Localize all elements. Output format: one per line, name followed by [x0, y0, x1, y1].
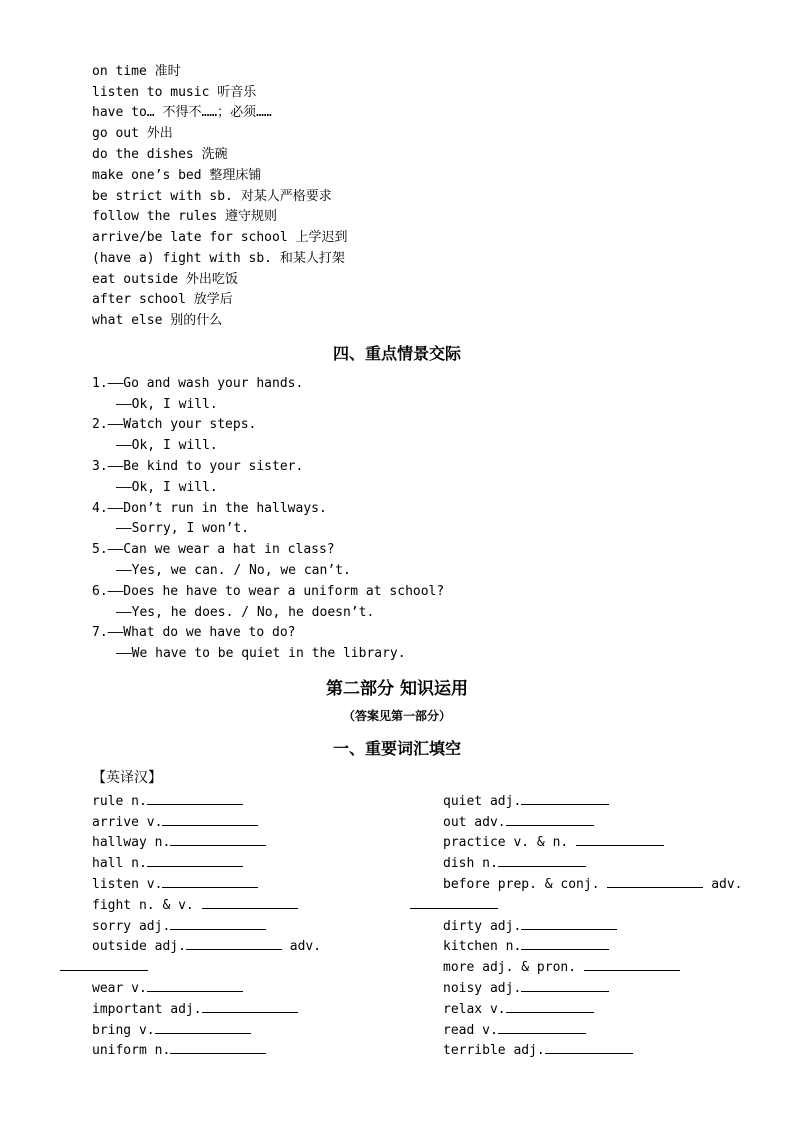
answer-blank[interactable]	[521, 935, 609, 950]
vocab-item	[60, 956, 148, 976]
vocab-item	[92, 998, 298, 1018]
answer-blank[interactable]	[170, 1039, 266, 1054]
answer-blank[interactable]	[521, 790, 609, 805]
vocab-word: fight n. & v.	[92, 898, 194, 913]
vocab-item	[443, 831, 664, 851]
phrase-line: do the dishes 洗碗	[92, 147, 228, 162]
vocab-heading: 一、重要词汇填空	[332, 739, 461, 758]
answer-blank[interactable]	[521, 977, 609, 992]
phrase-line: listen to music 听音乐	[92, 85, 257, 100]
answer-blank[interactable]	[155, 1019, 251, 1034]
part-title: 第二部分 知识运用	[326, 679, 468, 699]
vocab-item	[92, 915, 266, 935]
vocab-word: quiet adj.	[443, 794, 522, 809]
dialogue-answer: ——Ok, I will.	[116, 438, 218, 453]
phrase-line: have to… 不得不……；必须……	[92, 105, 272, 120]
dialogue-question: 3.——Be kind to your sister.	[92, 459, 304, 474]
part-note: （答案见第一部分）	[342, 709, 451, 723]
vocab-word-extra: adv.	[289, 939, 322, 954]
vocab-item	[92, 894, 298, 914]
phrase-line: what else 别的什么	[92, 313, 223, 328]
vocab-word: out adv.	[443, 815, 506, 830]
vocab-word: outside adj.	[92, 939, 186, 954]
vocab-word: before prep. & conj.	[443, 877, 600, 892]
vocab-item	[410, 894, 498, 914]
answer-blank[interactable]	[170, 915, 266, 930]
answer-blank[interactable]	[162, 811, 258, 826]
vocab-word: hall n.	[92, 856, 147, 871]
phrase-line: go out 外出	[92, 126, 173, 141]
vocab-item	[92, 790, 243, 810]
vocab-word: relax v.	[443, 1002, 506, 1017]
answer-blank[interactable]	[521, 915, 617, 930]
vocab-word: bring v.	[92, 1023, 155, 1038]
dialogue-question: 7.——What do we have to do?	[92, 625, 296, 640]
answer-blank[interactable]	[607, 873, 703, 888]
dialogue-answer: ——Ok, I will.	[116, 480, 218, 495]
vocab-item	[443, 915, 617, 935]
vocab-item	[443, 852, 586, 872]
vocab-word: wear v.	[92, 981, 147, 996]
vocab-item	[443, 956, 680, 976]
phrase-line: on time 准时	[92, 64, 181, 79]
vocab-item	[443, 1019, 586, 1039]
answer-blank[interactable]	[584, 956, 680, 971]
vocab-item	[92, 811, 258, 831]
dialogue-question: 5.——Can we wear a hat in class?	[92, 542, 335, 557]
vocab-item	[443, 977, 609, 997]
phrase-line: after school 放学后	[92, 292, 233, 307]
vocab-item	[443, 811, 594, 831]
dialogue-answer: ——We have to be quiet in the library.	[116, 646, 406, 661]
vocab-word: more adj. & pron.	[443, 960, 577, 975]
vocab-word: important adj.	[92, 1002, 202, 1017]
vocab-item	[443, 1039, 633, 1059]
dialogue-question: 4.——Don’t run in the hallways.	[92, 501, 327, 516]
vocab-word: sorry adj.	[92, 919, 171, 934]
answer-blank[interactable]	[147, 790, 243, 805]
answer-blank[interactable]	[186, 935, 282, 950]
vocab-word: hallway n.	[92, 835, 171, 850]
dialogue-answer: ——Yes, he does. / No, he doesn’t.	[116, 605, 375, 620]
phrase-line: make one’s bed 整理床铺	[92, 168, 262, 183]
vocab-item	[443, 998, 594, 1018]
dialogue-answer: ——Yes, we can. / No, we can’t.	[116, 563, 351, 578]
answer-blank[interactable]	[498, 852, 586, 867]
answer-blank[interactable]	[576, 831, 664, 846]
vocab-word: arrive v.	[92, 815, 163, 830]
answer-blank[interactable]	[506, 998, 594, 1013]
vocab-word: noisy adj.	[443, 981, 522, 996]
vocab-item	[92, 873, 258, 893]
vocab-item	[443, 935, 609, 955]
dialogue-question: 6.——Does he have to wear a uniform at school?	[92, 584, 445, 599]
phrase-line: be strict with sb. 对某人严格要求	[92, 189, 332, 204]
vocab-word: rule n.	[92, 794, 147, 809]
vocab-item	[92, 1019, 251, 1039]
vocab-word: dirty adj.	[443, 919, 522, 934]
answer-blank[interactable]	[60, 956, 148, 971]
vocab-word: dish n.	[443, 856, 498, 871]
answer-blank[interactable]	[498, 1019, 586, 1034]
answer-blank[interactable]	[202, 998, 298, 1013]
phrase-line: arrive/be late for school 上学迟到	[92, 230, 348, 245]
vocab-subheading: 【英译汉】	[92, 770, 162, 786]
section-heading: 四、重点情景交际	[332, 344, 461, 363]
vocab-item	[443, 790, 609, 810]
answer-blank[interactable]	[202, 894, 298, 909]
vocab-word: terrible adj.	[443, 1043, 545, 1058]
dialogue-question: 1.——Go and wash your hands.	[92, 376, 304, 391]
answer-blank[interactable]	[147, 977, 243, 992]
phrase-line: (have a) fight with sb. 和某人打架	[92, 251, 345, 266]
vocab-word: uniform n.	[92, 1043, 171, 1058]
vocab-word-extra: adv.	[711, 877, 743, 892]
answer-blank[interactable]	[545, 1039, 633, 1054]
answer-blank[interactable]	[410, 894, 498, 909]
answer-blank[interactable]	[147, 852, 243, 867]
dialogue-answer: ——Ok, I will.	[116, 397, 218, 412]
vocab-word: practice v. & n.	[443, 835, 569, 850]
vocab-item	[92, 935, 321, 955]
phrase-line: follow the rules 遵守规则	[92, 209, 278, 224]
vocab-item	[92, 977, 243, 997]
answer-blank[interactable]	[506, 811, 594, 826]
vocab-word: read v.	[443, 1023, 498, 1038]
vocab-item	[92, 852, 243, 872]
vocab-word: listen v.	[92, 877, 163, 892]
answer-blank[interactable]	[170, 831, 266, 846]
vocab-item	[443, 873, 743, 893]
dialogue-question: 2.——Watch your steps.	[92, 417, 257, 432]
vocab-item	[92, 1039, 266, 1059]
vocab-item	[92, 831, 266, 851]
vocab-word: kitchen n.	[443, 939, 522, 954]
phrase-line: eat outside 外出吃饭	[92, 272, 238, 287]
dialogue-answer: ——Sorry, I won’t.	[116, 521, 250, 536]
answer-blank[interactable]	[162, 873, 258, 888]
